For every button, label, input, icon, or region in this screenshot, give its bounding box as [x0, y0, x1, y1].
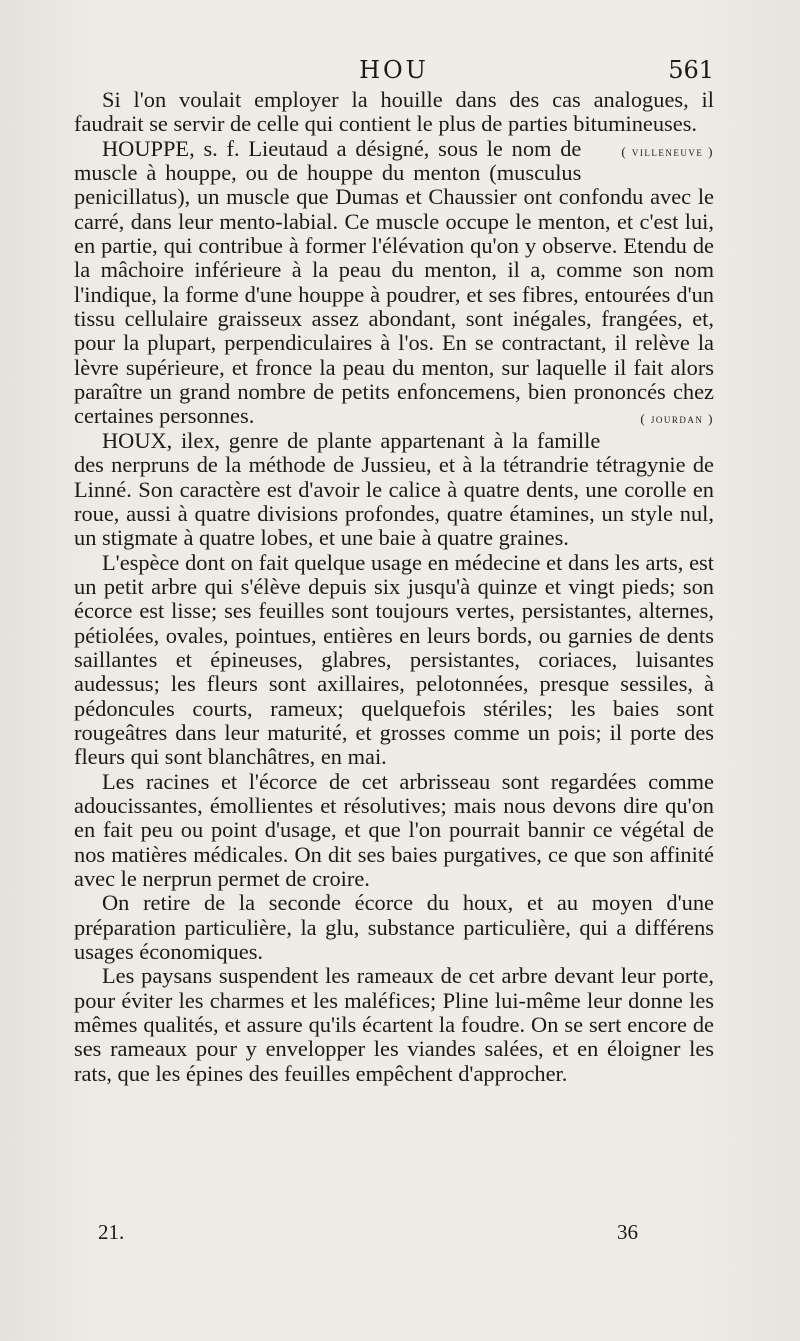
body-text [74, 88, 714, 1086]
signature-mark: 21. [98, 1220, 125, 1244]
entry-houx [74, 429, 714, 551]
paragraph-text: Les paysans suspendent les rameaux de cet arbre devant leur porte, pour éviter les charmes et les maléfices; Pline lui-même leur donne les mêmes qualités, et assure qu'ils écartent la foudre. On se sert encore de ses rameaux pour y envelopper les viandes salées, et en éloigner les rats, que les épines des feuilles empêchent d'approcher. [74, 963, 714, 1086]
paragraph-text: Si l'on voulait employer la houille dans des cas analogues, il faudrait se servir de celle qui contient le plus de parties bitumineuses. [74, 87, 714, 137]
sheet-number: 36 [617, 1220, 638, 1244]
page-header [74, 56, 714, 90]
author-signature: ( jourdan ) [640, 411, 714, 427]
author-signature: ( villeneuve ) [621, 143, 714, 159]
paragraph-text: HOUPPE, s. f. Lieutaud a désigné, sous le nom de muscle à houppe, ou de houppe du menton (musculus penicillatus), un muscle que Dumas et Chaussier ont confondu avec le carré, dans leur mento-labial. Ce muscle occupe le menton, et c'est lui, en partie, qui contribue à former l'élévation qu'on y observe. Etendu de la mâchoire inférieure à la peau du menton, il a, comme son nom l'indique, la forme d'une houppe à poudrer, et ses fibres, entourées d'un tissu cellulaire graisseux assez abondant, sont inégales, frangées, et, pour la plupart, perpendiculaires à l'os. En se contractant, il relève la lèvre supérieure, et fronce la peau du menton, sur laquelle il fait alors paraître un grand nombre de petits enfoncemens, bien prononcés chez certaines personnes. [74, 135, 714, 429]
paragraph-folklore [74, 964, 714, 1086]
paragraph-text: L'espèce dont on fait quelque usage en médecine et dans les arts, est un petit arbre qui s'élève depuis six jusqu'à quinze et vingt pieds; son écorce est lisse; ses feuilles sont toujours vertes, persistantes, alternes, pétiolées, ovales, pointues, entières en leurs bords, ou garnies de dents saillantes et épineuses, glabres, persistantes, coriaces, luisantes audessus; les fleurs sont axillaires, pelotonnées, presque sessiles, à pédoncules courts, rameux; quelquefois stériles; les baies sont rougeâtres dans leur maturité, et grosses comme un pois; il porte des fleurs qui sont blanchâtres, en mai. [74, 549, 714, 770]
running-head: HOU [359, 56, 429, 84]
paragraph-text: On retire de la seconde écorce du houx, et au moyen d'une préparation particulière, la glu, substance particulière, qui a différens usages économiques. [74, 890, 714, 965]
entry-houppe [74, 137, 714, 429]
paragraph-uses [74, 770, 714, 892]
paragraph-species [74, 551, 714, 770]
paragraph-glu [74, 891, 714, 964]
paragraph-text: HOUX, ilex, genre de plante appartenant à la famille des nerpruns de la méthode de Jussieu, et à la tétrandrie tétragynie de Linné. Son caractère est d'avoir le calice à quatre dents, une corolle en roue, aussi à quatre divisions profondes, quatre étamines, un style nul, un stigmate à quatre lobes, et une baie à quatre graines. [74, 427, 714, 551]
page-footer [98, 1220, 638, 1250]
paragraph-houille-ending [74, 87, 714, 159]
page-number: 561 [668, 56, 714, 84]
paragraph-text: Les racines et l'écorce de cet arbrisseau sont regardées comme adoucissantes, émollientes et résolutives; mais nous devons dire qu'on en fait peu ou point d'usage, et que l'on pourrait bannir ce végétal de nos matières médicales. On dit ses baies purgatives, ce que son affinité avec le nerprun permet de croire. [74, 768, 714, 891]
